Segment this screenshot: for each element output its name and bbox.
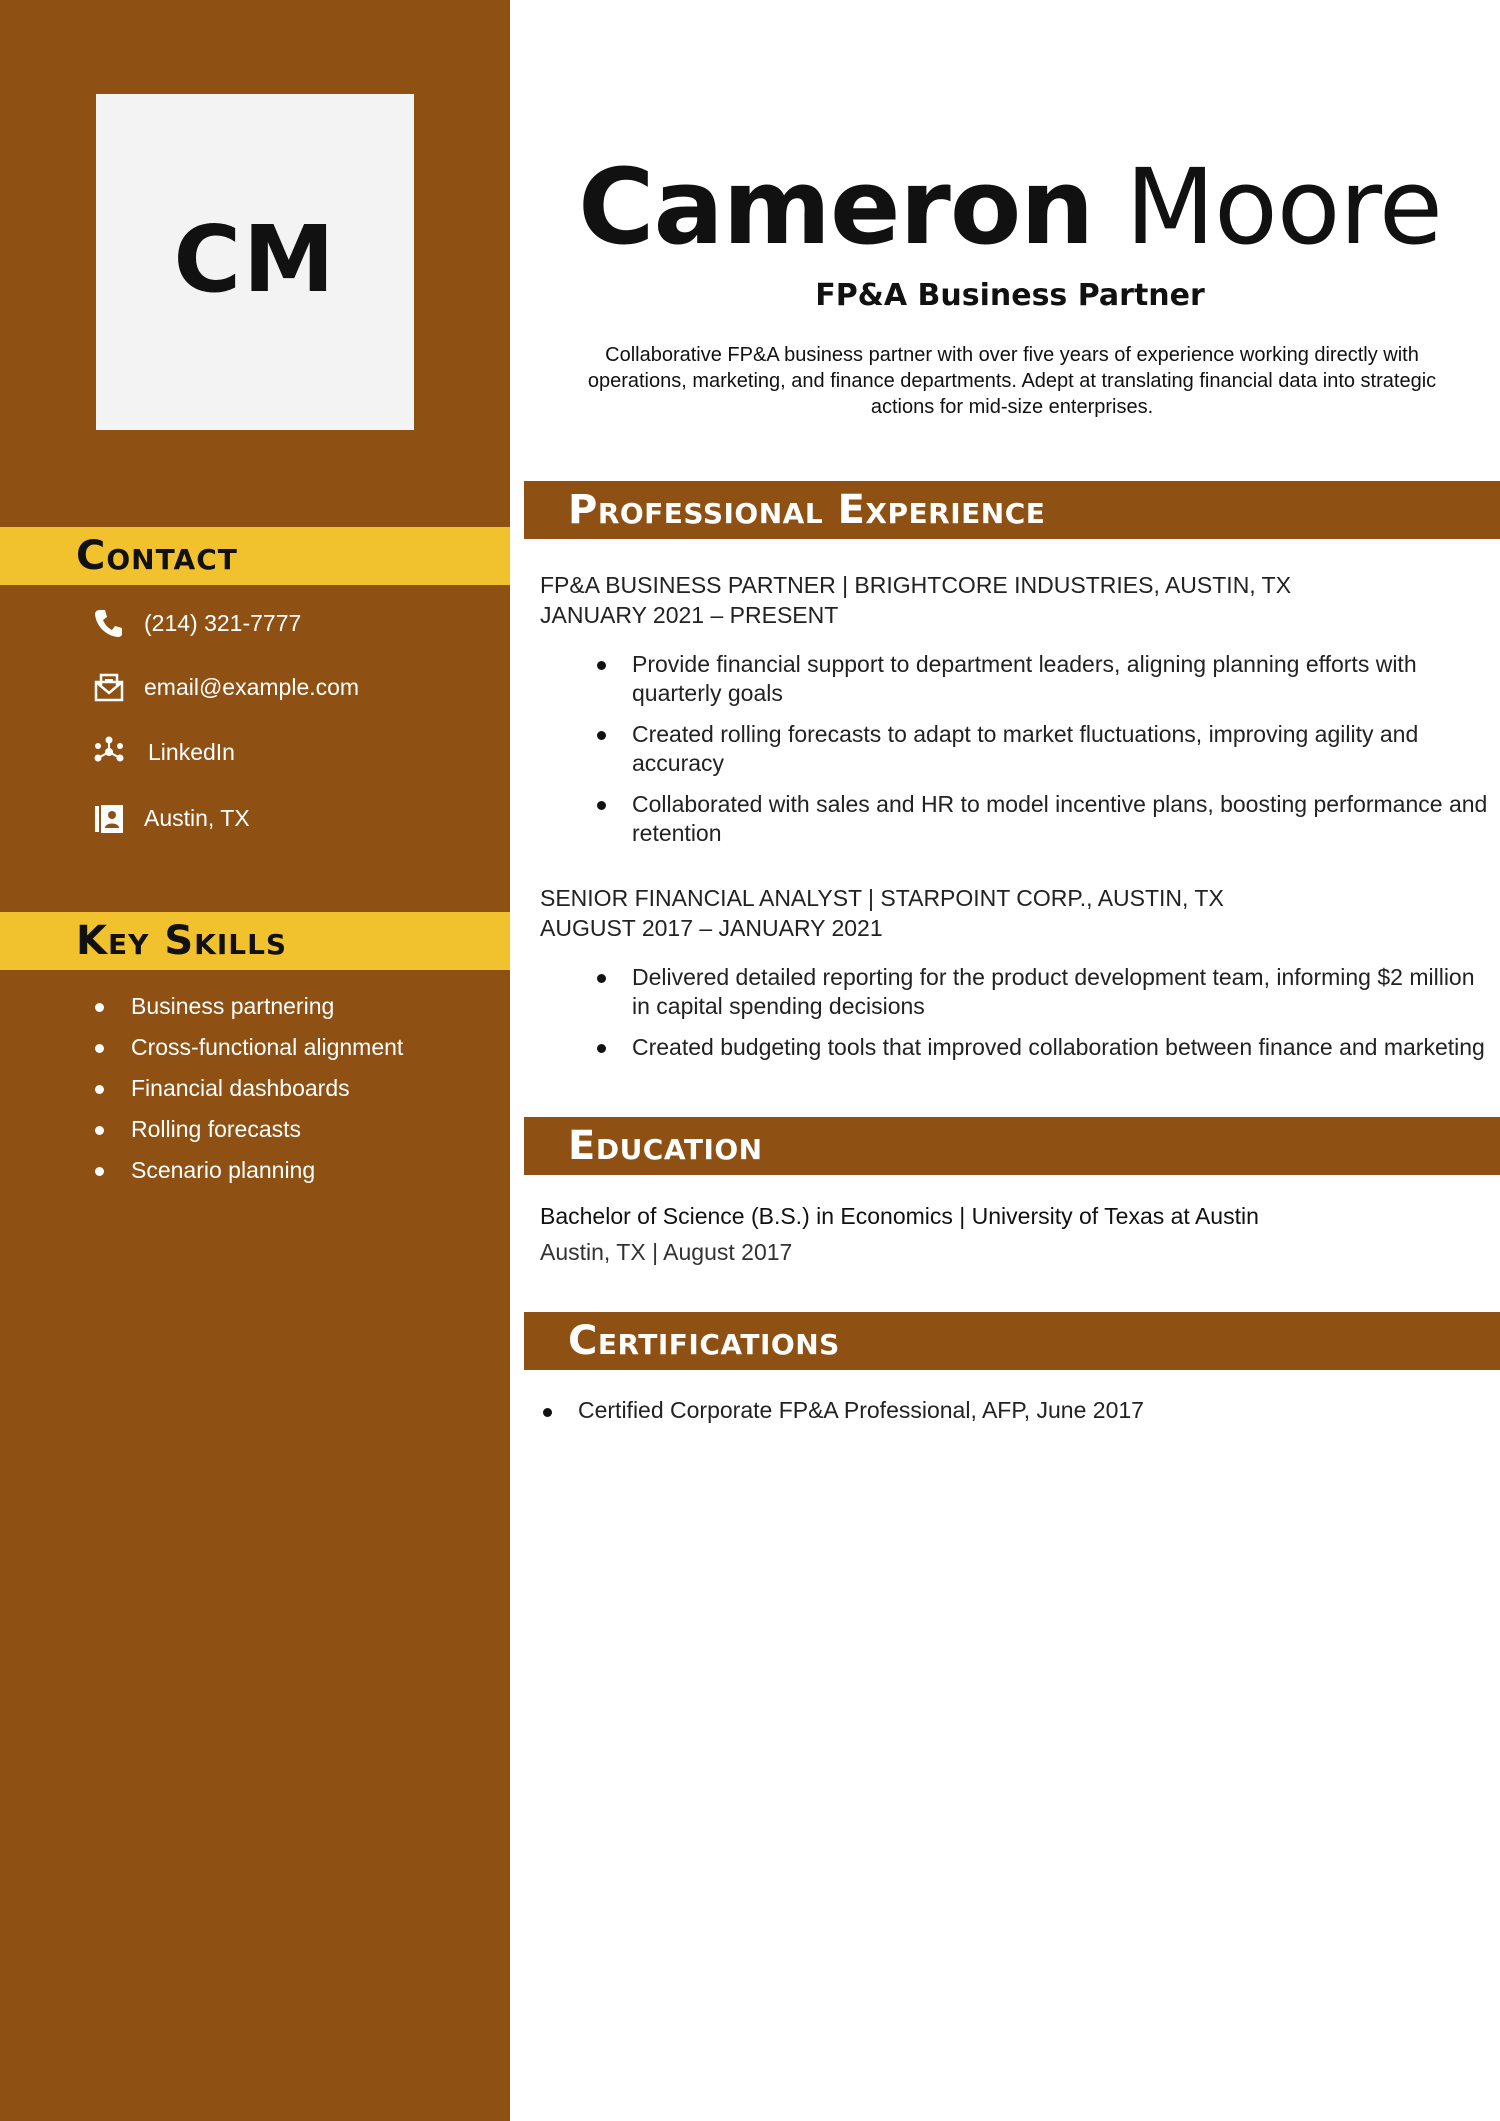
job-2-header — [540, 883, 1224, 943]
email-icon — [92, 670, 126, 704]
certification-item: Certified Corporate FP&A Professional, AFP, June 2017 — [540, 1397, 1144, 1424]
linkedin-text: LinkedIn — [148, 738, 235, 765]
address-icon — [92, 801, 126, 835]
job-2-title: SENIOR FINANCIAL ANALYST | STARPOINT CORP., AUSTIN, TX — [540, 885, 1224, 911]
monogram-box — [96, 94, 414, 430]
certifications-heading: Certifications — [568, 1318, 840, 1364]
contact-address — [92, 798, 250, 838]
job-1-dates: JANUARY 2021 – PRESENT — [540, 602, 839, 628]
education-degree: Bachelor of Science (B.S.) in Economics | University of Texas at Austin — [540, 1203, 1259, 1229]
contact-phone[interactable] — [92, 603, 301, 643]
last-name: Moore — [1125, 146, 1442, 268]
monogram: CM — [173, 205, 337, 313]
education-heading: Education — [568, 1123, 763, 1169]
job-1-bullets — [540, 650, 1490, 860]
job-1-title: FP&A BUSINESS PARTNER | BRIGHTCORE INDUSTRIES, AUSTIN, TX — [540, 572, 1292, 598]
address-text: Austin, TX — [144, 804, 250, 831]
main-content — [510, 0, 1500, 2121]
experience-heading-band — [524, 481, 1500, 539]
phone-text: (214) 321-7777 — [144, 609, 302, 636]
candidate-name — [510, 146, 1500, 268]
experience-heading: Professional Experience — [568, 487, 1046, 533]
list-item: Delivered detailed reporting for the product development team, informing $2 million in capital spending decisions — [540, 963, 1490, 1021]
skills-heading-band — [0, 912, 510, 970]
email-text: email@example.com — [144, 673, 360, 700]
list-item: Created rolling forecasts to adapt to market fluctuations, improving agility and accuracy — [540, 720, 1490, 778]
contact-email[interactable] — [92, 667, 359, 707]
job-1-header — [540, 570, 1291, 630]
sidebar: CM Contact (214) 321-7777 email@example.com LinkedIn Austin, TX Key Skills Business partnering Cross-functional alignment Financial dashboards Rolling forecasts Scenario planning — [0, 0, 510, 2121]
list-item: Collaborated with sales and HR to model incentive plans, boosting performance and retention — [540, 790, 1490, 848]
phone-icon — [92, 606, 126, 640]
education-heading-band — [524, 1117, 1500, 1175]
job-2-bullets — [540, 963, 1490, 1074]
contact-heading-band — [0, 527, 510, 585]
summary: Collaborative FP&A business partner with over five years of experience working directly with operations, marketing, and finance departments. Adept at translating financial data into strategic actions for mid-size enterprises. — [587, 344, 1437, 418]
contact-linkedin[interactable] — [92, 732, 235, 772]
education-location: Austin, TX | August 2017 — [540, 1239, 793, 1265]
list-item: Provide financial support to department leaders, aligning planning efforts with quarterly goals — [540, 650, 1490, 708]
certifications-heading-band — [524, 1312, 1500, 1370]
skills-heading: Key Skills — [76, 918, 288, 964]
list-item: Created budgeting tools that improved collaboration between finance and marketing — [540, 1033, 1490, 1062]
first-name: Cameron — [578, 146, 1094, 268]
contact-heading: Contact — [76, 533, 238, 579]
job-2-dates: AUGUST 2017 – JANUARY 2021 — [540, 915, 883, 941]
job-title: FP&A Business Partner — [815, 278, 1205, 313]
linkedin-icon — [92, 735, 126, 769]
